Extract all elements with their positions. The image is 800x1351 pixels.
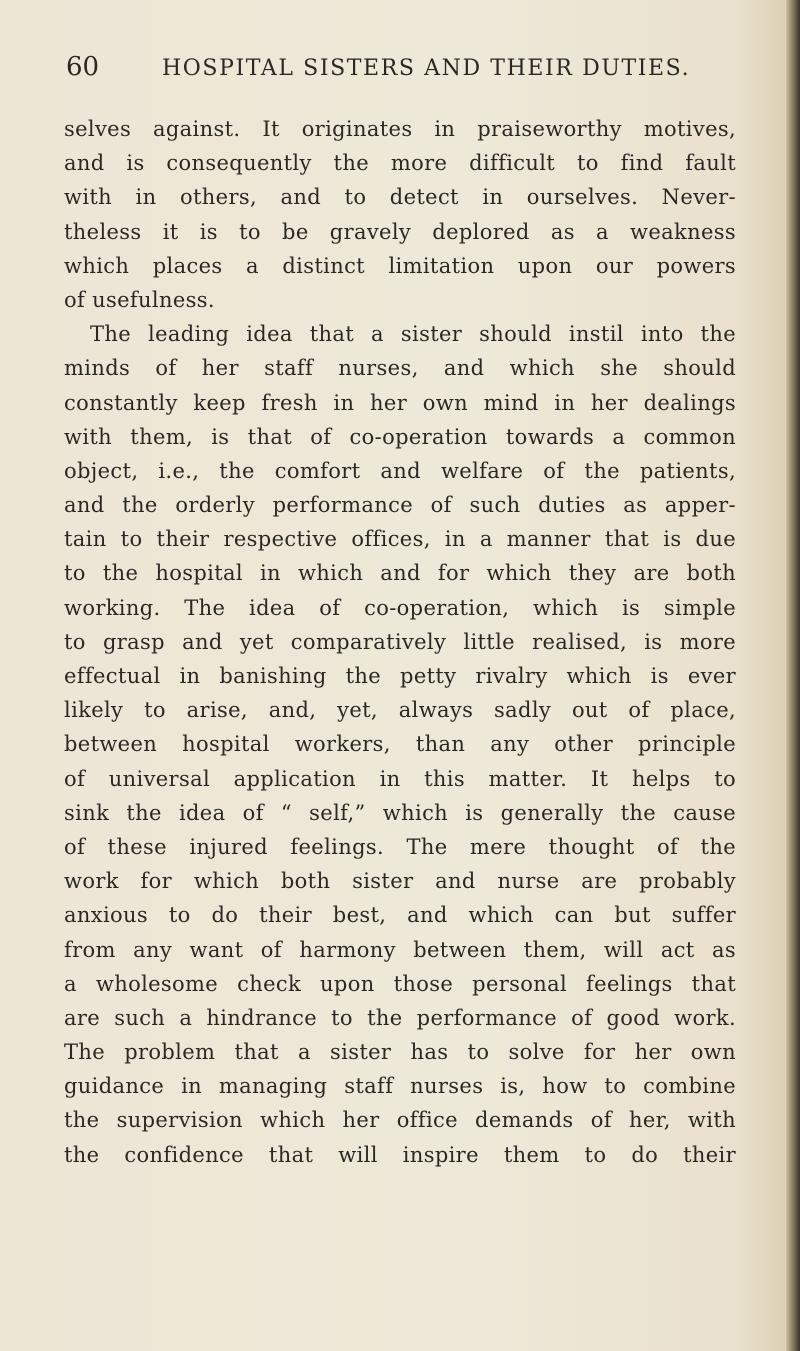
text-line: which places a distinct limitation upon our powers: [64, 253, 736, 278]
text-line: anxious to do their best, and which can but suffer: [64, 903, 736, 928]
text-line: of these injured feelings. The mere thought of the: [64, 834, 736, 859]
text-line: the supervision which her office demands of her, with: [64, 1108, 736, 1133]
text-line: object, i.e., the comfort and welfare of the patients,: [64, 458, 736, 483]
text-line: with in others, and to detect in ourselves. Never-: [64, 185, 736, 210]
page-header: [66, 52, 726, 92]
text-line: guidance in managing staff nurses is, how to combine: [64, 1074, 736, 1099]
running-head: HOSPITAL SISTERS AND THEIR DUTIES.: [162, 56, 691, 81]
text-line: with them, is that of co-operation towards a common: [64, 424, 736, 449]
text-line: minds of her staff nurses, and which she should: [64, 356, 736, 381]
text-line: are such a hindrance to the performance of good work.: [64, 1005, 736, 1030]
text-line: The problem that a sister has to solve for her own: [64, 1040, 736, 1065]
text-line: of usefulness.: [64, 287, 215, 312]
page-binding-edge: [786, 0, 800, 1351]
text-line: and the orderly performance of such duties as apper-: [64, 493, 736, 518]
text-line: likely to arise, and, yet, always sadly out of place,: [64, 698, 736, 723]
text-line: sink the idea of “ self,” which is generally the cause: [64, 800, 736, 825]
text-line: the confidence that will inspire them to do their: [64, 1142, 736, 1167]
text-line: and is consequently the more difficult to find fault: [64, 151, 736, 176]
paragraph-start-line: The leading idea that a sister should instil into the: [90, 322, 736, 347]
body-text: [64, 112, 736, 1172]
text-line: constantly keep fresh in her own mind in her dealings: [64, 390, 736, 415]
text-line: of universal application in this matter. It helps to: [64, 766, 736, 791]
text-line: selves against. It originates in praiseworthy motives,: [64, 117, 736, 141]
text-line: from any want of harmony between them, will act as: [64, 937, 736, 962]
text-line: to the hospital in which and for which they are both: [64, 561, 736, 586]
text-line: a wholesome check upon those personal feelings that: [64, 971, 736, 996]
text-line: theless it is to be gravely deplored as a weakness: [64, 219, 736, 244]
text-line: working. The idea of co-operation, which is simple: [64, 595, 736, 620]
text-line: effectual in banishing the petty rivalry which is ever: [64, 664, 736, 688]
text-line: to grasp and yet comparatively little realised, is more: [64, 629, 736, 654]
text-line: between hospital workers, than any other principle: [64, 732, 736, 757]
page-number: 60: [66, 52, 100, 82]
text-line: work for which both sister and nurse are probably: [64, 869, 736, 894]
text-line: tain to their respective offices, in a manner that is due: [64, 527, 736, 552]
